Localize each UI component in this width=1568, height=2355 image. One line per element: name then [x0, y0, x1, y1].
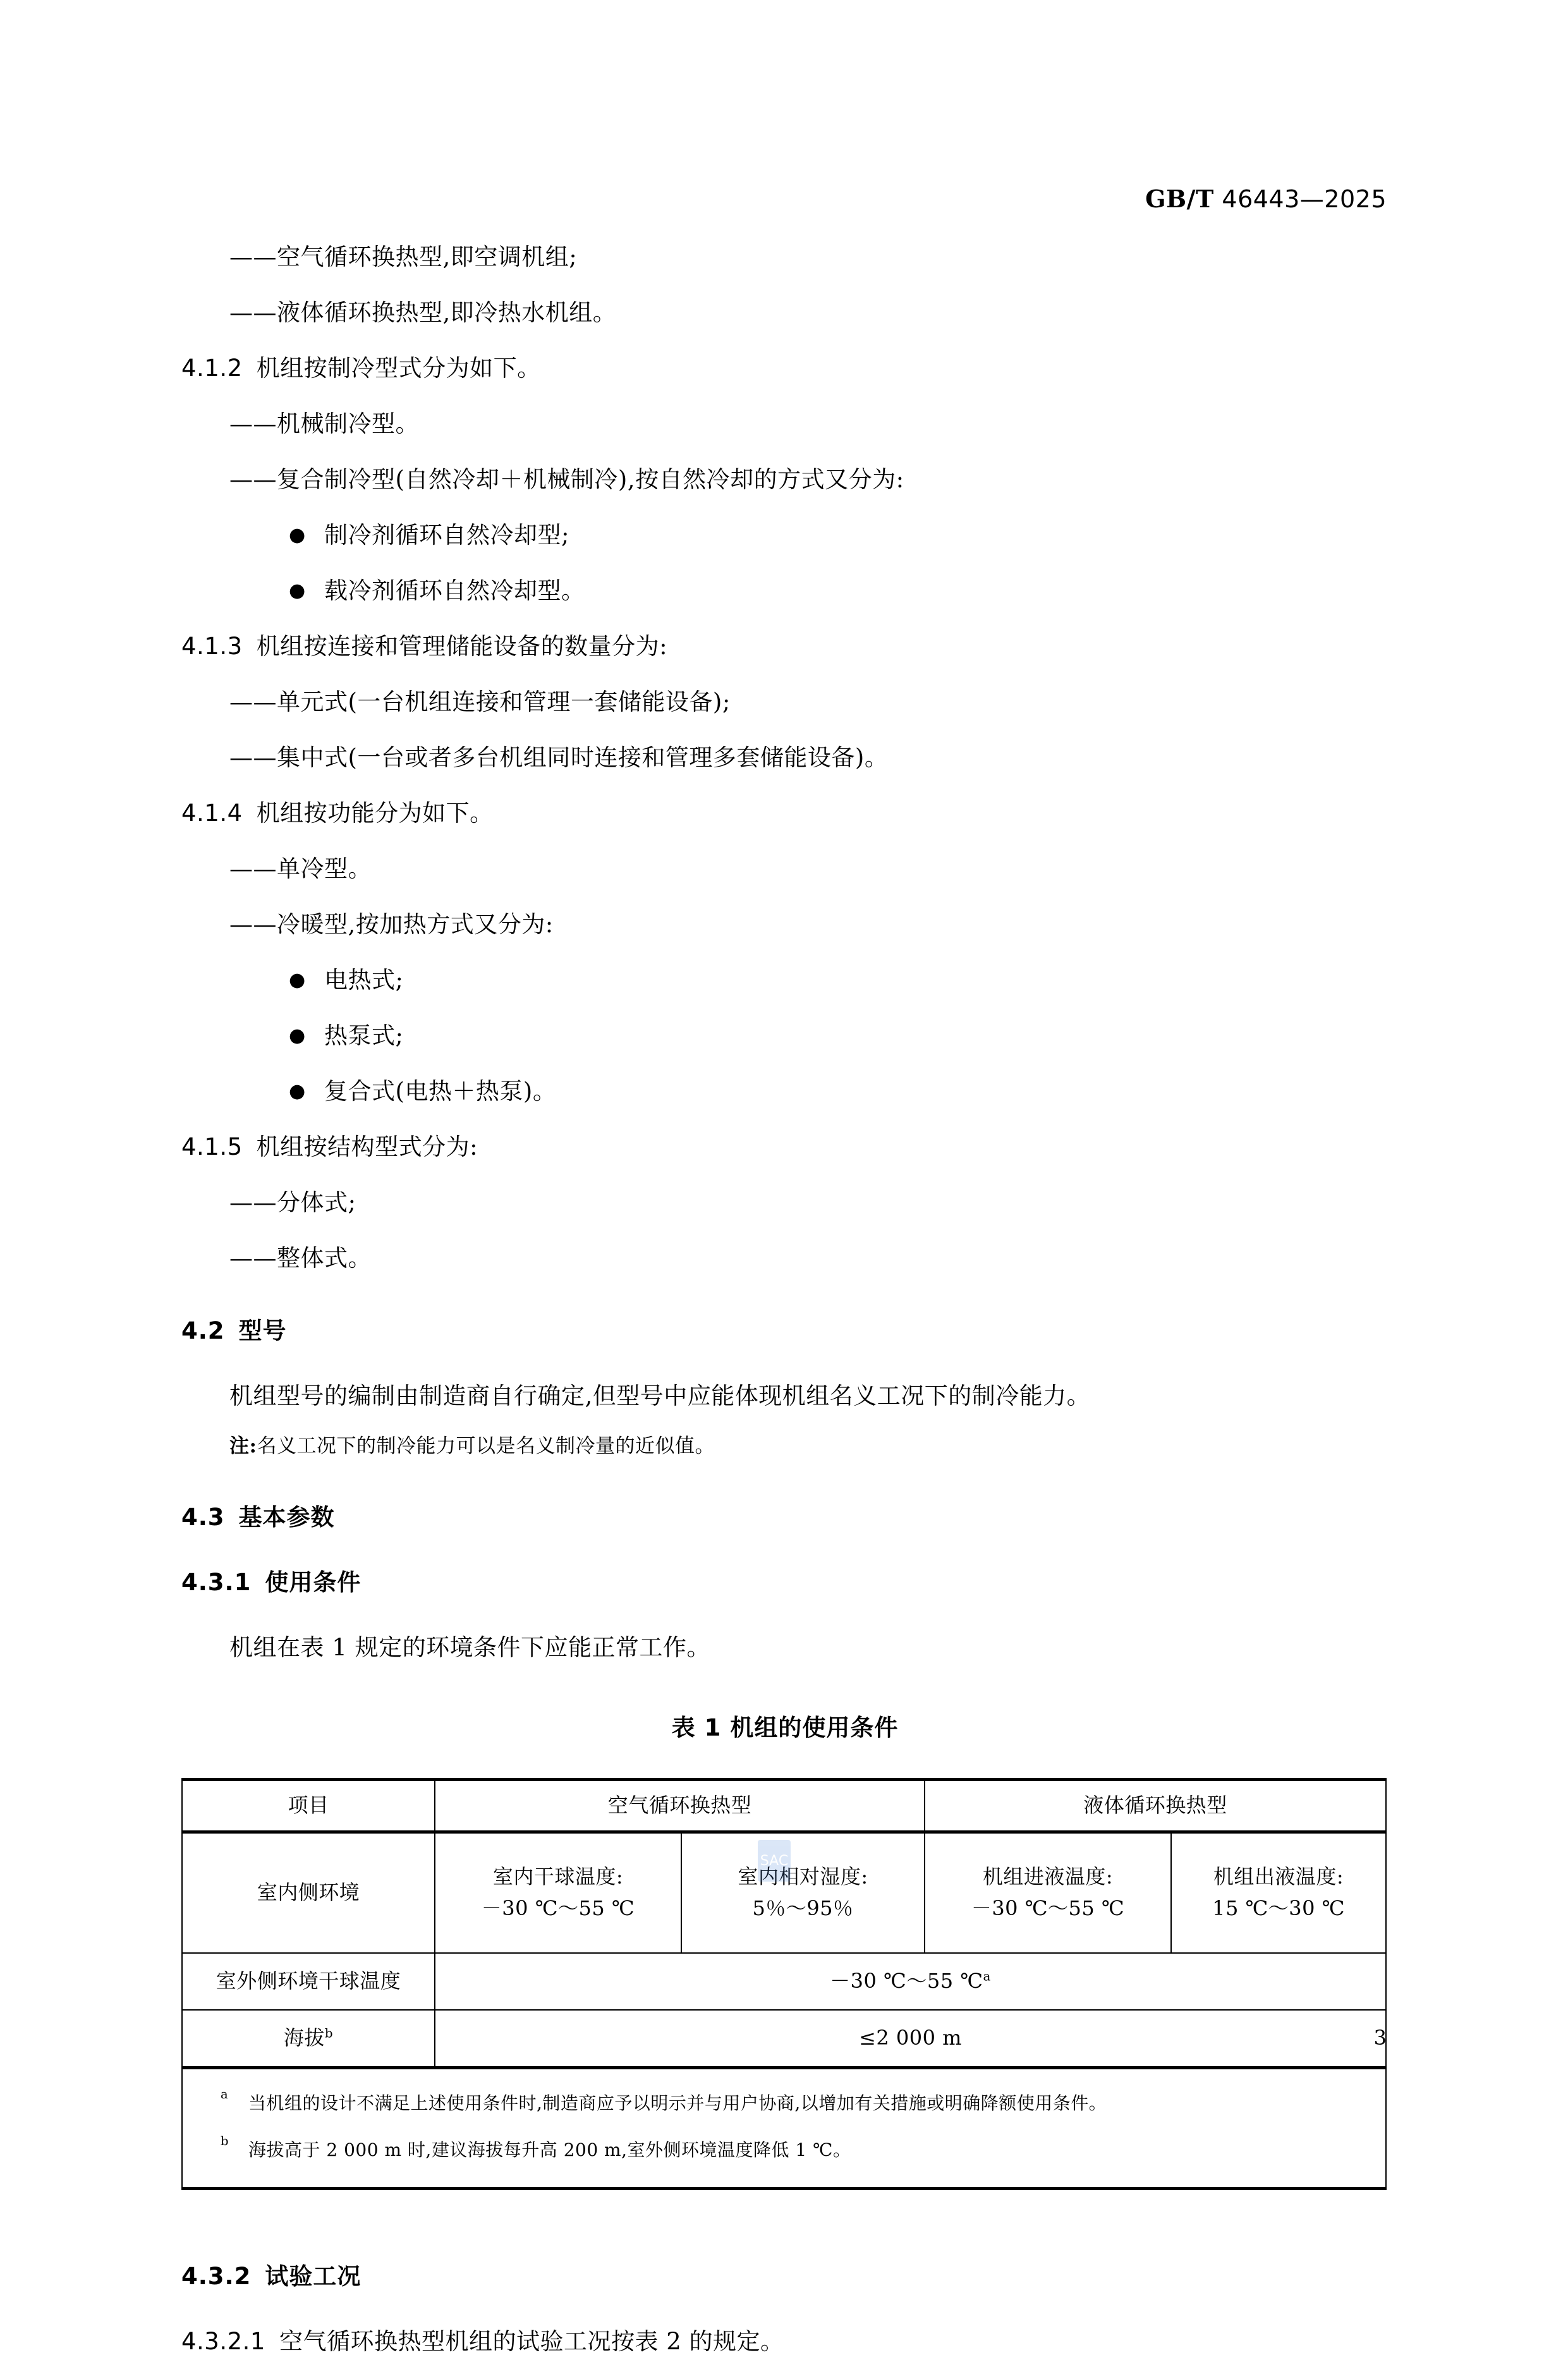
- cell-value: －30 ℃～55 ℃: [830, 1969, 983, 1993]
- clause-4-1-4: [181, 801, 1389, 825]
- cell-title: 机组进液温度:: [982, 1865, 1114, 1889]
- standard-prefix: GB/T: [1145, 185, 1214, 213]
- footnote-ref-a: a: [983, 1969, 991, 1984]
- paragraph-4-2: 机组型号的编制由制造商自行确定,但型号中应能体现机组名义工况下的制冷能力。: [229, 1382, 1091, 1409]
- bullet-icon: ●: [289, 969, 306, 991]
- row-label-altitude: [182, 2010, 435, 2068]
- heading-4-3-1: [181, 1571, 1389, 1594]
- cell-indoor-humidity: [681, 1832, 925, 1954]
- cell-value: 5％～95％: [752, 1896, 854, 1920]
- footnote-marker: a: [221, 2087, 229, 2102]
- clause-4-1-5: [181, 1135, 1389, 1159]
- list-item: ——液体循环换热型,即冷热水机组。: [229, 299, 617, 326]
- cell-indoor-dry-bulb: [435, 1832, 681, 1954]
- table-header-air: 空气循环换热型: [435, 1780, 925, 1832]
- note-4-2: [181, 1437, 1389, 1456]
- page-number: 3: [1373, 2026, 1387, 2050]
- list-item: ——冷暖型,按加热方式又分为:: [229, 911, 554, 938]
- table-footnotes-row: [182, 2068, 1386, 2189]
- list-item: ——单元式(一台机组连接和管理一套储能设备);: [229, 688, 731, 715]
- cell-value: 15 ℃～30 ℃: [1212, 1896, 1345, 1920]
- table-header-liquid: 液体循环换热型: [925, 1780, 1386, 1832]
- clause-4-3-2-1: [181, 2330, 1389, 2353]
- paragraph-4-3-1: 机组在表 1 规定的环境条件下应能正常工作。: [229, 1634, 711, 1661]
- table-usage-conditions: [181, 1778, 1387, 2190]
- table-footnotes: [182, 2068, 1386, 2189]
- heading-4-3: [181, 1506, 1389, 1529]
- note-label: 注:: [229, 1435, 257, 1457]
- list-item-label: 载冷剂循环自然冷却型。: [324, 577, 585, 604]
- cell-liquid-inlet-temp: [925, 1832, 1171, 1954]
- standard-number: 46443—2025: [1222, 185, 1387, 213]
- footnote-marker: b: [221, 2134, 229, 2148]
- row-label-indoor-environment: 室内侧环境: [182, 1832, 435, 1954]
- table-caption-title: 机组的使用条件: [730, 1714, 899, 1741]
- list-item-label: 热泵式;: [324, 1022, 404, 1049]
- bullet-icon: ●: [289, 1025, 306, 1047]
- list-item: ——复合制冷型(自然冷却＋机械制冷),按自然冷却的方式又分为:: [229, 466, 904, 493]
- list-item: [181, 968, 1389, 992]
- footnote-b: [202, 2133, 1366, 2168]
- list-item-label: 电热式;: [324, 966, 404, 994]
- footnote-text: 当机组的设计不满足上述使用条件时,制造商应予以明示并与用户协商,以增加有关措施或明确降额使用条件。: [248, 2093, 1107, 2114]
- heading-number: 4.2: [181, 1317, 225, 1344]
- heading-number: 4.3.2: [181, 2263, 252, 2290]
- clause-number: 4.1.4: [181, 800, 243, 827]
- list-item: ——整体式。: [229, 1244, 372, 1272]
- table-row: [182, 1953, 1386, 2010]
- list-item: ——单冷型。: [229, 855, 372, 882]
- cell-title: 室内干球温度:: [492, 1865, 624, 1889]
- cell-value: －30 ℃～55 ℃: [481, 1896, 635, 1920]
- bullet-icon: ●: [289, 1080, 306, 1102]
- clause-number: 4.1.3: [181, 633, 243, 660]
- heading-number: 4.3: [181, 1504, 225, 1531]
- document-body: [181, 245, 1389, 2353]
- table-header-item: 项目: [182, 1780, 435, 1832]
- clause-text: 机组按连接和管理储能设备的数量分为:: [256, 633, 668, 660]
- clause-text: 机组按结构型式分为:: [256, 1133, 478, 1160]
- heading-title: 型号: [238, 1317, 287, 1344]
- list-item: [181, 1024, 1389, 1047]
- row-label-text: 海拔: [283, 2026, 325, 2050]
- cell-liquid-outlet-temp: [1171, 1832, 1386, 1954]
- list-item: ——分体式;: [229, 1189, 356, 1216]
- svg-text:SAC: SAC: [760, 1853, 789, 1869]
- clause-number: 4.3.2.1: [181, 2328, 265, 2355]
- cell-title: 室内相对湿度:: [738, 1865, 868, 1889]
- list-item: [181, 523, 1389, 547]
- cell-title: 机组出液温度:: [1213, 1865, 1344, 1889]
- bullet-icon: ●: [289, 524, 306, 546]
- table-caption-number: 1: [704, 1714, 722, 1741]
- cell-outdoor-dry-bulb-value: [435, 1953, 1386, 2010]
- list-item-label: 复合式(电热＋热泵)。: [324, 1078, 557, 1105]
- cell-value: －30 ℃～55 ℃: [971, 1896, 1125, 1920]
- table-row: [182, 2010, 1386, 2068]
- clause-text: 机组按制冷型式分为如下。: [256, 355, 541, 382]
- table-row: [182, 1832, 1386, 1954]
- heading-4-2: [181, 1319, 1389, 1342]
- bullet-icon: ●: [289, 580, 306, 602]
- footnote-text: 海拔高于 2 000 m 时,建议海拔每升高 200 m,室外侧环境温度降低 1 ℃。: [248, 2139, 851, 2160]
- list-item: ——集中式(一台或者多台机组同时连接和管理多套储能设备)。: [229, 744, 889, 771]
- list-item: [181, 579, 1389, 602]
- clause-4-1-3: [181, 635, 1389, 658]
- cell-altitude-value: ≤2 000 m: [435, 2010, 1386, 2068]
- heading-title: 基本参数: [238, 1504, 335, 1531]
- document-header: [1145, 185, 1387, 213]
- note-text: 名义工况下的制冷能力可以是名义制冷量的近似值。: [257, 1435, 715, 1457]
- heading-number: 4.3.1: [181, 1569, 252, 1596]
- footnote-ref-b: b: [324, 2026, 334, 2041]
- table-header-row: [182, 1780, 1386, 1832]
- table-caption-label: 表: [671, 1714, 696, 1741]
- footnote-a: [202, 2086, 1366, 2121]
- list-item: ——机械制冷型。: [229, 410, 419, 437]
- list-item-label: 制冷剂循环自然冷却型;: [324, 521, 569, 549]
- heading-4-3-2: [181, 2265, 1389, 2288]
- heading-title: 使用条件: [265, 1569, 362, 1596]
- table-caption: [181, 1708, 1389, 1743]
- clause-text: 机组按功能分为如下。: [256, 800, 494, 827]
- row-label-outdoor-dry-bulb: 室外侧环境干球温度: [182, 1953, 435, 2010]
- clause-number: 4.1.5: [181, 1133, 243, 1160]
- clause-text: 空气循环换热型机组的试验工况按表 2 的规定。: [279, 2328, 784, 2355]
- clause-number: 4.1.2: [181, 355, 243, 382]
- list-item: [181, 1080, 1389, 1103]
- list-item: ——空气循环换热型,即空调机组;: [229, 243, 578, 271]
- heading-title: 试验工况: [265, 2263, 362, 2290]
- clause-4-1-2: [181, 356, 1389, 380]
